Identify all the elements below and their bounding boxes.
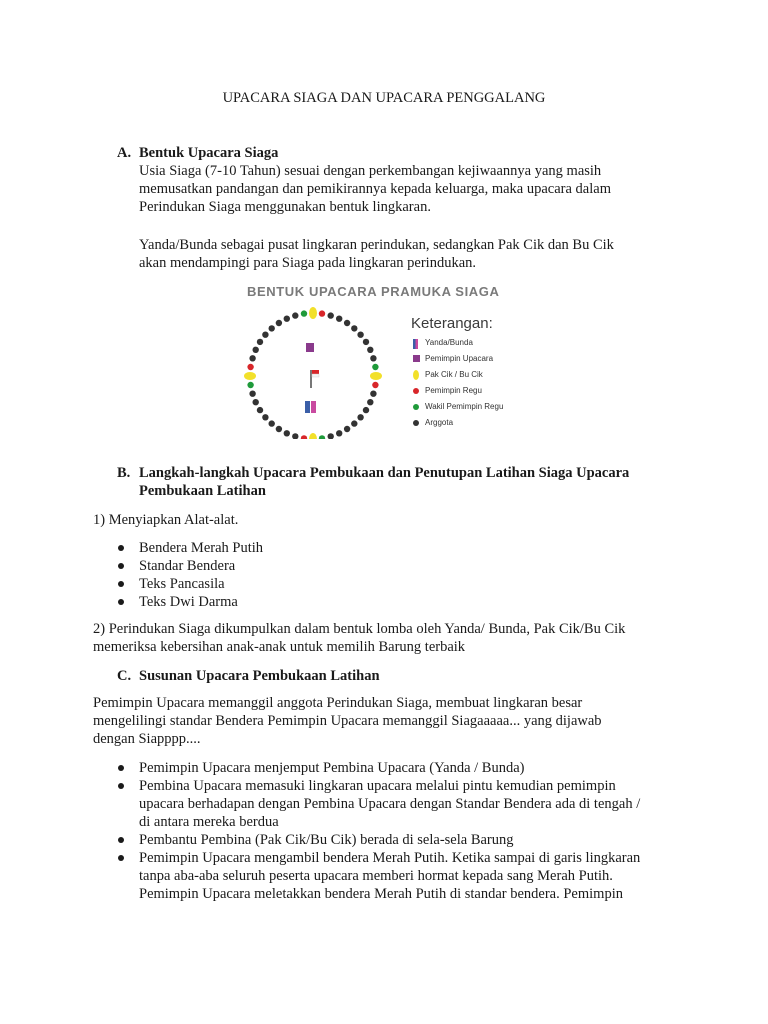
heading-line: Langkah-langkah Upacara Pembukaan dan Penutupan Latihan Siaga Upacara bbox=[139, 465, 630, 481]
anggota-dot bbox=[269, 325, 275, 331]
bunda-marker bbox=[311, 401, 316, 413]
text-line: di antara mereka berdua bbox=[139, 814, 279, 830]
text-line: Pemimpin Upacara mengambil bendera Merah Putih. Ketika sampai di garis lingkaran bbox=[139, 850, 641, 866]
wakil-pemimpin-regu-dot bbox=[247, 382, 253, 388]
list-item: Standar Bendera bbox=[139, 557, 699, 575]
list-item: Bendera Merah Putih bbox=[139, 539, 699, 557]
text-line: tanpa aba-aba seluruh peserta upacara memberi hormat kepada sang Merah Putih. bbox=[139, 868, 613, 884]
ceremony-formation-figure bbox=[239, 281, 525, 439]
text-line: akan mendampingi para Siaga pada lingkaran perindukan. bbox=[139, 255, 477, 271]
text-line: Pembantu Pembina (Pak Cik/Bu Cik) berada di sela-sela Barung bbox=[139, 832, 514, 848]
step-1 bbox=[93, 511, 693, 529]
flag-pole bbox=[310, 370, 312, 388]
legend-symbol bbox=[413, 420, 419, 426]
legend-label: Pemimpin Upacara bbox=[425, 354, 494, 363]
anggota-dot bbox=[262, 414, 268, 420]
pak-cik-marker bbox=[370, 372, 382, 380]
flag-white bbox=[312, 374, 319, 377]
anggota-dot bbox=[253, 347, 259, 353]
legend-symbol bbox=[413, 355, 420, 362]
list-item: Teks Dwi Darma bbox=[139, 593, 699, 611]
anggota-dot bbox=[276, 320, 282, 326]
section-b-heading bbox=[139, 464, 719, 500]
step-2 bbox=[93, 620, 693, 656]
pemimpin-regu-dot bbox=[301, 435, 307, 439]
section-c-paragraph bbox=[93, 694, 693, 748]
text-line: Yanda/Bunda sebagai pusat lingkaran perindukan, sedangkan Pak Cik dan Bu Cik bbox=[139, 237, 614, 253]
equipment-list bbox=[139, 539, 699, 611]
anggota-dot bbox=[292, 433, 298, 439]
legend-symbol bbox=[413, 388, 419, 394]
anggota-dot bbox=[363, 407, 369, 413]
text-line: Pemimpin Upacara menjemput Pembina Upacara (Yanda / Bunda) bbox=[139, 760, 525, 776]
text-line: mengelilingi standar Bendera Pemimpin Upacara memanggil Siagaaaaa... yang dijawab bbox=[93, 713, 602, 729]
anggota-dot bbox=[344, 426, 350, 432]
legend-symbol bbox=[413, 370, 419, 380]
text-line: Pemimpin Upacara memanggil anggota Perindukan Siaga, membuat lingkaran besar bbox=[93, 695, 583, 711]
anggota-dot bbox=[284, 430, 290, 436]
text-line: 2) Perindukan Siaga dikumpulkan dalam bentuk lomba oleh Yanda/ Bunda, Pak Cik/Bu Cik bbox=[93, 621, 626, 637]
pemimpin-regu-dot bbox=[372, 382, 378, 388]
anggota-dot bbox=[249, 355, 255, 361]
wakil-pemimpin-regu-dot bbox=[372, 364, 378, 370]
list-item bbox=[139, 759, 699, 777]
text-line: 1) Menyiapkan Alat-alat. bbox=[93, 512, 239, 528]
legend-label: Wakil Pemimpin Regu bbox=[425, 402, 504, 411]
anggota-dot bbox=[357, 414, 363, 420]
anggota-dot bbox=[370, 391, 376, 397]
text-line: upacara berhadapan dengan Pembina Upacara dengan Standar Bendera ada di tengah / bbox=[139, 796, 641, 812]
pak-cik-marker bbox=[244, 372, 256, 380]
ceremony-steps-list bbox=[139, 759, 699, 903]
section-a-paragraph-1 bbox=[139, 162, 699, 216]
wakil-pemimpin-regu-dot bbox=[319, 435, 325, 439]
section-a-paragraph-2 bbox=[139, 236, 699, 272]
list-item: Teks Pancasila bbox=[139, 575, 699, 593]
section-c-heading: Susunan Upacara Pembukaan Latihan bbox=[139, 668, 380, 684]
anggota-dot bbox=[253, 399, 259, 405]
anggota-dot bbox=[257, 339, 263, 345]
legend-label: Arggota bbox=[425, 418, 454, 427]
anggota-dot bbox=[262, 332, 268, 338]
heading-line: Pembukaan Latihan bbox=[139, 483, 266, 499]
list-item bbox=[139, 831, 699, 849]
anggota-dot bbox=[328, 433, 334, 439]
anggota-dot bbox=[336, 316, 342, 322]
anggota-dot bbox=[367, 399, 373, 405]
anggota-dot bbox=[363, 339, 369, 345]
section-a-heading: Bentuk Upacara Siaga bbox=[139, 145, 279, 161]
anggota-dot bbox=[344, 320, 350, 326]
pak-cik-marker bbox=[309, 307, 317, 319]
flag-red bbox=[312, 370, 319, 374]
text-line: Pemimpin Upacara meletakkan bendera Merah Putih di standar bendera. Pemimpin bbox=[139, 886, 623, 902]
text-line: Perindukan Siaga menggunakan bentuk lingkaran. bbox=[139, 199, 431, 215]
anggota-dot bbox=[357, 332, 363, 338]
text-line: memeriksa kebersihan anak-anak untuk memilih Barung terbaik bbox=[93, 639, 466, 655]
text-line: Pembina Upacara memasuki lingkaran upacara melalui pintu kemudian pemimpin bbox=[139, 778, 616, 794]
legend-label: Pak Cik / Bu Cik bbox=[425, 370, 483, 379]
section-c-letter: C. bbox=[117, 668, 132, 684]
anggota-dot bbox=[257, 407, 263, 413]
pemimpin-upacara-marker bbox=[306, 343, 314, 352]
legend-symbol bbox=[413, 339, 418, 349]
text-line: memusatkan pandangan dan pemikirannya kepada keluarga, maka upacara dalam bbox=[139, 181, 611, 197]
text-line: dengan Siapppp.... bbox=[93, 731, 201, 747]
formation-circle-diagram bbox=[239, 281, 409, 439]
anggota-dot bbox=[269, 420, 275, 426]
list-item bbox=[139, 849, 699, 903]
pemimpin-regu-dot bbox=[319, 310, 325, 316]
text-line: Usia Siaga (7-10 Tahun) sesuai dengan perkembangan kejiwaannya yang masih bbox=[139, 163, 602, 179]
list-item bbox=[139, 777, 699, 831]
section-b-letter: B. bbox=[117, 465, 131, 481]
pak-cik-marker bbox=[309, 433, 317, 439]
wakil-pemimpin-regu-dot bbox=[301, 310, 307, 316]
anggota-dot bbox=[292, 312, 298, 318]
pemimpin-regu-dot bbox=[247, 364, 253, 370]
figure-keterangan: Keterangan: bbox=[411, 315, 493, 332]
anggota-dot bbox=[249, 391, 255, 397]
anggota-dot bbox=[367, 347, 373, 353]
anggota-dot bbox=[328, 312, 334, 318]
anggota-dot bbox=[284, 316, 290, 322]
yanda-marker bbox=[305, 401, 310, 413]
section-a-letter: A. bbox=[117, 145, 132, 161]
legend-label: Yanda/Bunda bbox=[425, 338, 473, 347]
anggota-dot bbox=[370, 355, 376, 361]
anggota-dot bbox=[351, 325, 357, 331]
anggota-dot bbox=[336, 430, 342, 436]
figure-title: BENTUK UPACARA PRAMUKA SIAGA bbox=[247, 284, 500, 299]
anggota-dot bbox=[351, 420, 357, 426]
document-title: UPACARA SIAGA DAN UPACARA PENGGALANG bbox=[222, 90, 546, 106]
legend-symbol bbox=[413, 404, 419, 410]
legend-label: Pemimpin Regu bbox=[425, 386, 482, 395]
anggota-dot bbox=[276, 426, 282, 432]
